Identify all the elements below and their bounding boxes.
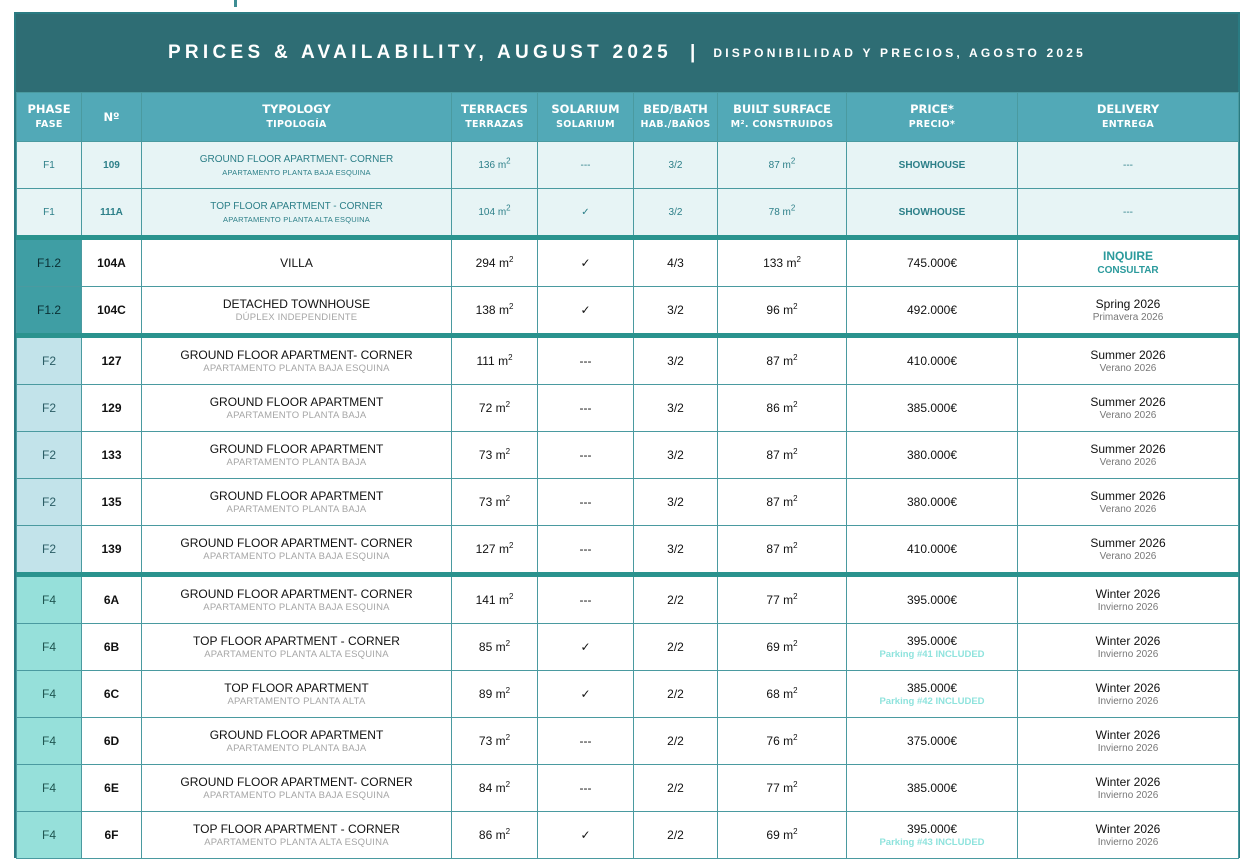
table-row — [17, 287, 1239, 336]
solarium-cell: ✓ — [538, 812, 634, 859]
unit-number-cell: 6E — [82, 765, 142, 812]
delivery-secondary: Verano 2026 — [1099, 409, 1157, 421]
built-surface-cell: 69 $m^2$ — [718, 812, 847, 859]
phase-cell: F1 — [17, 142, 82, 189]
header-bed-bath: BED/BATH HAB./BAÑOS — [634, 93, 718, 142]
typology-cell — [142, 142, 452, 189]
terrace-cell: 73 $m^2$ — [452, 718, 538, 765]
solarium-cell: --- — [538, 718, 634, 765]
table-row — [17, 765, 1239, 812]
typology-cell — [142, 718, 452, 765]
bed-bath-cell: 2/2 — [634, 575, 718, 624]
bed-bath-cell: 3/2 — [634, 336, 718, 385]
unit-number-cell: 6B — [82, 624, 142, 671]
unit-number-cell: 111A — [82, 189, 142, 238]
typology-english: TOP FLOOR APARTMENT - CORNER — [193, 821, 400, 836]
solarium-cell: ✓ — [538, 287, 634, 336]
typology-spanish: APARTAMENTO PLANTA ALTA ESQUINA — [204, 836, 389, 848]
price-cell — [847, 385, 1018, 432]
delivery-cell — [1018, 189, 1239, 238]
price-value: 385.000€ — [906, 680, 958, 695]
delivery-cell — [1018, 336, 1239, 385]
terrace-cell: 72 $m^2$ — [452, 385, 538, 432]
terrace-cell: 104 $m^2$ — [452, 189, 538, 238]
table-row — [17, 575, 1239, 624]
price-value: 395.000€ — [906, 633, 958, 648]
delivery-cell — [1018, 575, 1239, 624]
price-cell — [847, 432, 1018, 479]
unit-number-cell: 139 — [82, 526, 142, 575]
delivery-secondary: Invierno 2026 — [1097, 836, 1159, 848]
typology-spanish: APARTAMENTO PLANTA BAJA ESQUINA — [203, 789, 390, 801]
price-value: 375.000€ — [906, 733, 958, 748]
typology-spanish: APARTAMENTO PLANTA BAJA ESQUINA — [203, 601, 390, 613]
price-cell — [847, 238, 1018, 287]
typology-spanish: APARTAMENTO PLANTA BAJA — [226, 503, 367, 515]
price-value: 492.000€ — [906, 302, 958, 317]
bed-bath-cell: 4/3 — [634, 238, 718, 287]
delivery-cell — [1018, 142, 1239, 189]
header-terraces: TERRACES TERRAZAS — [452, 93, 538, 142]
unit-number-cell: 6D — [82, 718, 142, 765]
price-value: 385.000€ — [906, 400, 958, 415]
phase-cell: F4 — [17, 765, 82, 812]
delivery-primary: Winter 2026 — [1095, 680, 1161, 695]
logo-fragment — [234, 0, 237, 7]
delivery-primary: Winter 2026 — [1095, 633, 1161, 648]
header-typology: TYPOLOGY TIPOLOGÍA — [142, 93, 452, 142]
header-row — [17, 93, 1239, 142]
price-value: 745.000€ — [906, 255, 958, 270]
typology-english: GROUND FLOOR APARTMENT — [209, 488, 384, 503]
phase-cell: F2 — [17, 479, 82, 526]
price-value: SHOWHOUSE — [898, 206, 966, 218]
built-surface-cell: 87 $m^2$ — [718, 336, 847, 385]
typology-cell — [142, 812, 452, 859]
solarium-cell: ✓ — [538, 238, 634, 287]
built-surface-cell: 96 $m^2$ — [718, 287, 847, 336]
table-row — [17, 336, 1239, 385]
solarium-cell: ✓ — [538, 189, 634, 238]
terrace-cell: 138 $m^2$ — [452, 287, 538, 336]
delivery-secondary: CONSULTAR — [1097, 265, 1159, 276]
unit-number-cell: 104A — [82, 238, 142, 287]
built-surface-cell: 76 $m^2$ — [718, 718, 847, 765]
solarium-cell: --- — [538, 432, 634, 479]
built-surface-cell: 87 $m^2$ — [718, 142, 847, 189]
table-row — [17, 479, 1239, 526]
typology-spanish: DÚPLEX INDEPENDIENTE — [235, 311, 358, 323]
price-list-frame — [14, 12, 1240, 858]
table-row — [17, 142, 1239, 189]
terrace-cell: 127 $m^2$ — [452, 526, 538, 575]
delivery-cell — [1018, 718, 1239, 765]
delivery-cell — [1018, 765, 1239, 812]
terrace-cell: 84 $m^2$ — [452, 765, 538, 812]
bed-bath-cell: 3/2 — [634, 189, 718, 238]
delivery-primary: Summer 2026 — [1090, 441, 1166, 456]
delivery-secondary: Invierno 2026 — [1097, 742, 1159, 754]
availability-table — [16, 92, 1239, 859]
delivery-cell — [1018, 432, 1239, 479]
solarium-cell: ✓ — [538, 624, 634, 671]
terrace-cell: 294 $m^2$ — [452, 238, 538, 287]
typology-spanish: APARTAMENTO PLANTA BAJA ESQUINA — [222, 167, 371, 177]
delivery-primary: Summer 2026 — [1090, 347, 1166, 362]
header-price: PRICE* PRECIO* — [847, 93, 1018, 142]
table-body — [17, 142, 1239, 859]
unit-number-cell: 135 — [82, 479, 142, 526]
typology-spanish: APARTAMENTO PLANTA BAJA ESQUINA — [203, 550, 390, 562]
solarium-cell: --- — [538, 479, 634, 526]
table-row — [17, 526, 1239, 575]
typology-cell — [142, 432, 452, 479]
phase-cell: F2 — [17, 336, 82, 385]
built-surface-cell: 87 $m^2$ — [718, 479, 847, 526]
typology-cell — [142, 238, 452, 287]
delivery-primary: --- — [1123, 206, 1133, 218]
solarium-cell: --- — [538, 526, 634, 575]
delivery-secondary: Verano 2026 — [1099, 550, 1157, 562]
delivery-secondary: Invierno 2026 — [1097, 789, 1159, 801]
bed-bath-cell: 3/2 — [634, 142, 718, 189]
header-delivery: DELIVERY ENTREGA — [1018, 93, 1239, 142]
bed-bath-cell: 2/2 — [634, 718, 718, 765]
typology-cell — [142, 385, 452, 432]
phase-cell: F2 — [17, 526, 82, 575]
built-surface-cell: 87 $m^2$ — [718, 526, 847, 575]
built-surface-cell: 133 $m^2$ — [718, 238, 847, 287]
delivery-secondary: Invierno 2026 — [1097, 601, 1159, 613]
title-separator: | — [690, 42, 696, 63]
price-cell — [847, 575, 1018, 624]
delivery-cell — [1018, 385, 1239, 432]
table-row — [17, 189, 1239, 238]
phase-cell: F4 — [17, 718, 82, 765]
delivery-primary: --- — [1123, 159, 1133, 171]
parking-note: Parking #43 INCLUDED — [879, 836, 985, 848]
unit-number-cell: 127 — [82, 336, 142, 385]
price-value: 410.000€ — [906, 353, 958, 368]
typology-english: GROUND FLOOR APARTMENT — [209, 394, 384, 409]
title-bar — [16, 14, 1238, 92]
phase-cell: F2 — [17, 385, 82, 432]
built-surface-cell: 86 $m^2$ — [718, 385, 847, 432]
delivery-primary: Summer 2026 — [1090, 394, 1166, 409]
delivery-cell — [1018, 526, 1239, 575]
phase-cell: F1.2 — [17, 287, 82, 336]
parking-note: Parking #41 INCLUDED — [879, 648, 985, 660]
price-cell — [847, 336, 1018, 385]
delivery-secondary: Primavera 2026 — [1092, 311, 1164, 323]
phase-cell: F4 — [17, 624, 82, 671]
built-surface-cell: 78 $m^2$ — [718, 189, 847, 238]
typology-english: GROUND FLOOR APARTMENT — [209, 441, 384, 456]
bed-bath-cell: 3/2 — [634, 385, 718, 432]
price-cell — [847, 287, 1018, 336]
unit-number-cell: 133 — [82, 432, 142, 479]
table-row — [17, 624, 1239, 671]
delivery-primary: Summer 2026 — [1090, 535, 1166, 550]
delivery-secondary: Verano 2026 — [1099, 503, 1157, 515]
typology-cell — [142, 287, 452, 336]
phase-cell: F4 — [17, 671, 82, 718]
price-cell — [847, 718, 1018, 765]
table-row — [17, 812, 1239, 859]
unit-number-cell: 6C — [82, 671, 142, 718]
typology-cell — [142, 479, 452, 526]
delivery-primary: Winter 2026 — [1095, 774, 1161, 789]
bed-bath-cell: 3/2 — [634, 287, 718, 336]
typology-spanish: APARTAMENTO PLANTA ALTA ESQUINA — [223, 214, 370, 224]
unit-number-cell: 104C — [82, 287, 142, 336]
delivery-cell — [1018, 624, 1239, 671]
title-spanish: DISPONIBILIDAD Y PRECIOS, AGOSTO 2025 — [713, 46, 1087, 60]
delivery-secondary: Verano 2026 — [1099, 456, 1157, 468]
phase-cell: F4 — [17, 575, 82, 624]
delivery-cell — [1018, 671, 1239, 718]
solarium-cell: --- — [538, 765, 634, 812]
built-surface-cell: 87 $m^2$ — [718, 432, 847, 479]
terrace-cell: 136 $m^2$ — [452, 142, 538, 189]
solarium-cell: ✓ — [538, 671, 634, 718]
terrace-cell: 141 $m^2$ — [452, 575, 538, 624]
unit-number-cell: 6A — [82, 575, 142, 624]
typology-cell — [142, 575, 452, 624]
typology-spanish: APARTAMENTO PLANTA BAJA ESQUINA — [203, 362, 390, 374]
delivery-secondary: Invierno 2026 — [1097, 648, 1159, 660]
typology-cell — [142, 189, 452, 238]
solarium-cell: --- — [538, 575, 634, 624]
bed-bath-cell: 3/2 — [634, 526, 718, 575]
price-value: 395.000€ — [906, 592, 958, 607]
built-surface-cell: 68 $m^2$ — [718, 671, 847, 718]
delivery-primary: Winter 2026 — [1095, 727, 1161, 742]
price-cell — [847, 812, 1018, 859]
typology-english: GROUND FLOOR APARTMENT — [209, 727, 384, 742]
price-value: 385.000€ — [906, 780, 958, 795]
typology-spanish: APARTAMENTO PLANTA BAJA — [226, 456, 367, 468]
page-top-area — [0, 0, 1254, 8]
delivery-cell — [1018, 238, 1239, 287]
typology-cell — [142, 671, 452, 718]
bed-bath-cell: 3/2 — [634, 432, 718, 479]
typology-english: VILLA — [280, 255, 313, 270]
delivery-cell — [1018, 287, 1239, 336]
terrace-cell: 89 $m^2$ — [452, 671, 538, 718]
header-number: Nº — [82, 93, 142, 142]
delivery-primary: Summer 2026 — [1090, 488, 1166, 503]
price-cell — [847, 765, 1018, 812]
phase-cell: F4 — [17, 812, 82, 859]
typology-english: GROUND FLOOR APARTMENT- CORNER — [180, 535, 413, 550]
unit-number-cell: 109 — [82, 142, 142, 189]
header-phase: PHASE FASE — [17, 93, 82, 142]
typology-english: TOP FLOOR APARTMENT — [224, 680, 369, 695]
table-row — [17, 432, 1239, 479]
price-value: SHOWHOUSE — [898, 159, 966, 171]
phase-cell: F2 — [17, 432, 82, 479]
delivery-primary: Winter 2026 — [1095, 586, 1161, 601]
solarium-cell: --- — [538, 142, 634, 189]
typology-english: GROUND FLOOR APARTMENT- CORNER — [199, 153, 394, 165]
price-value: 395.000€ — [906, 821, 958, 836]
typology-english: TOP FLOOR APARTMENT - CORNER — [193, 633, 400, 648]
typology-cell — [142, 624, 452, 671]
delivery-primary: INQUIRE — [1102, 249, 1153, 263]
terrace-cell: 86 $m^2$ — [452, 812, 538, 859]
typology-english: GROUND FLOOR APARTMENT- CORNER — [180, 586, 413, 601]
table-row — [17, 385, 1239, 432]
table-row — [17, 238, 1239, 287]
solarium-cell: --- — [538, 385, 634, 432]
phase-cell: F1.2 — [17, 238, 82, 287]
delivery-cell — [1018, 812, 1239, 859]
typology-cell — [142, 526, 452, 575]
price-cell — [847, 142, 1018, 189]
bed-bath-cell: 2/2 — [634, 765, 718, 812]
price-value: 380.000€ — [906, 447, 958, 462]
bed-bath-cell: 2/2 — [634, 624, 718, 671]
typology-spanish: APARTAMENTO PLANTA BAJA — [226, 409, 367, 421]
terrace-cell: 85 $m^2$ — [452, 624, 538, 671]
table-row — [17, 671, 1239, 718]
terrace-cell: 111 $m^2$ — [452, 336, 538, 385]
typology-cell — [142, 336, 452, 385]
typology-cell — [142, 765, 452, 812]
unit-number-cell: 129 — [82, 385, 142, 432]
delivery-secondary: Verano 2026 — [1099, 362, 1157, 374]
unit-number-cell: 6F — [82, 812, 142, 859]
typology-spanish: APARTAMENTO PLANTA ALTA — [227, 695, 366, 707]
table-row — [17, 718, 1239, 765]
terrace-cell: 73 $m^2$ — [452, 479, 538, 526]
price-cell — [847, 624, 1018, 671]
delivery-cell — [1018, 479, 1239, 526]
header-built-surface: BUILT SURFACE M². CONSTRUIDOS — [718, 93, 847, 142]
delivery-primary: Winter 2026 — [1095, 821, 1161, 836]
typology-english: GROUND FLOOR APARTMENT- CORNER — [180, 774, 413, 789]
parking-note: Parking #42 INCLUDED — [879, 695, 985, 707]
typology-spanish: APARTAMENTO PLANTA BAJA — [226, 742, 367, 754]
built-surface-cell: 77 $m^2$ — [718, 765, 847, 812]
price-cell — [847, 479, 1018, 526]
price-cell — [847, 526, 1018, 575]
built-surface-cell: 69 $m^2$ — [718, 624, 847, 671]
title-english: PRICES & AVAILABILITY, AUGUST 2025 — [167, 42, 673, 63]
typology-english: TOP FLOOR APARTMENT - CORNER — [210, 200, 383, 212]
typology-english: DETACHED TOWNHOUSE — [222, 296, 371, 311]
delivery-primary: Spring 2026 — [1095, 296, 1161, 311]
header-solarium: SOLARIUM SOLARIUM — [538, 93, 634, 142]
typology-english: GROUND FLOOR APARTMENT- CORNER — [180, 347, 413, 362]
price-cell — [847, 189, 1018, 238]
bed-bath-cell: 2/2 — [634, 671, 718, 718]
price-value: 410.000€ — [906, 541, 958, 556]
phase-cell: F1 — [17, 189, 82, 238]
typology-spanish: APARTAMENTO PLANTA ALTA ESQUINA — [204, 648, 389, 660]
bed-bath-cell: 3/2 — [634, 479, 718, 526]
price-cell — [847, 671, 1018, 718]
price-value: 380.000€ — [906, 494, 958, 509]
terrace-cell: 73 $m^2$ — [452, 432, 538, 479]
built-surface-cell: 77 $m^2$ — [718, 575, 847, 624]
bed-bath-cell: 2/2 — [634, 812, 718, 859]
solarium-cell: --- — [538, 336, 634, 385]
delivery-secondary: Invierno 2026 — [1097, 695, 1159, 707]
